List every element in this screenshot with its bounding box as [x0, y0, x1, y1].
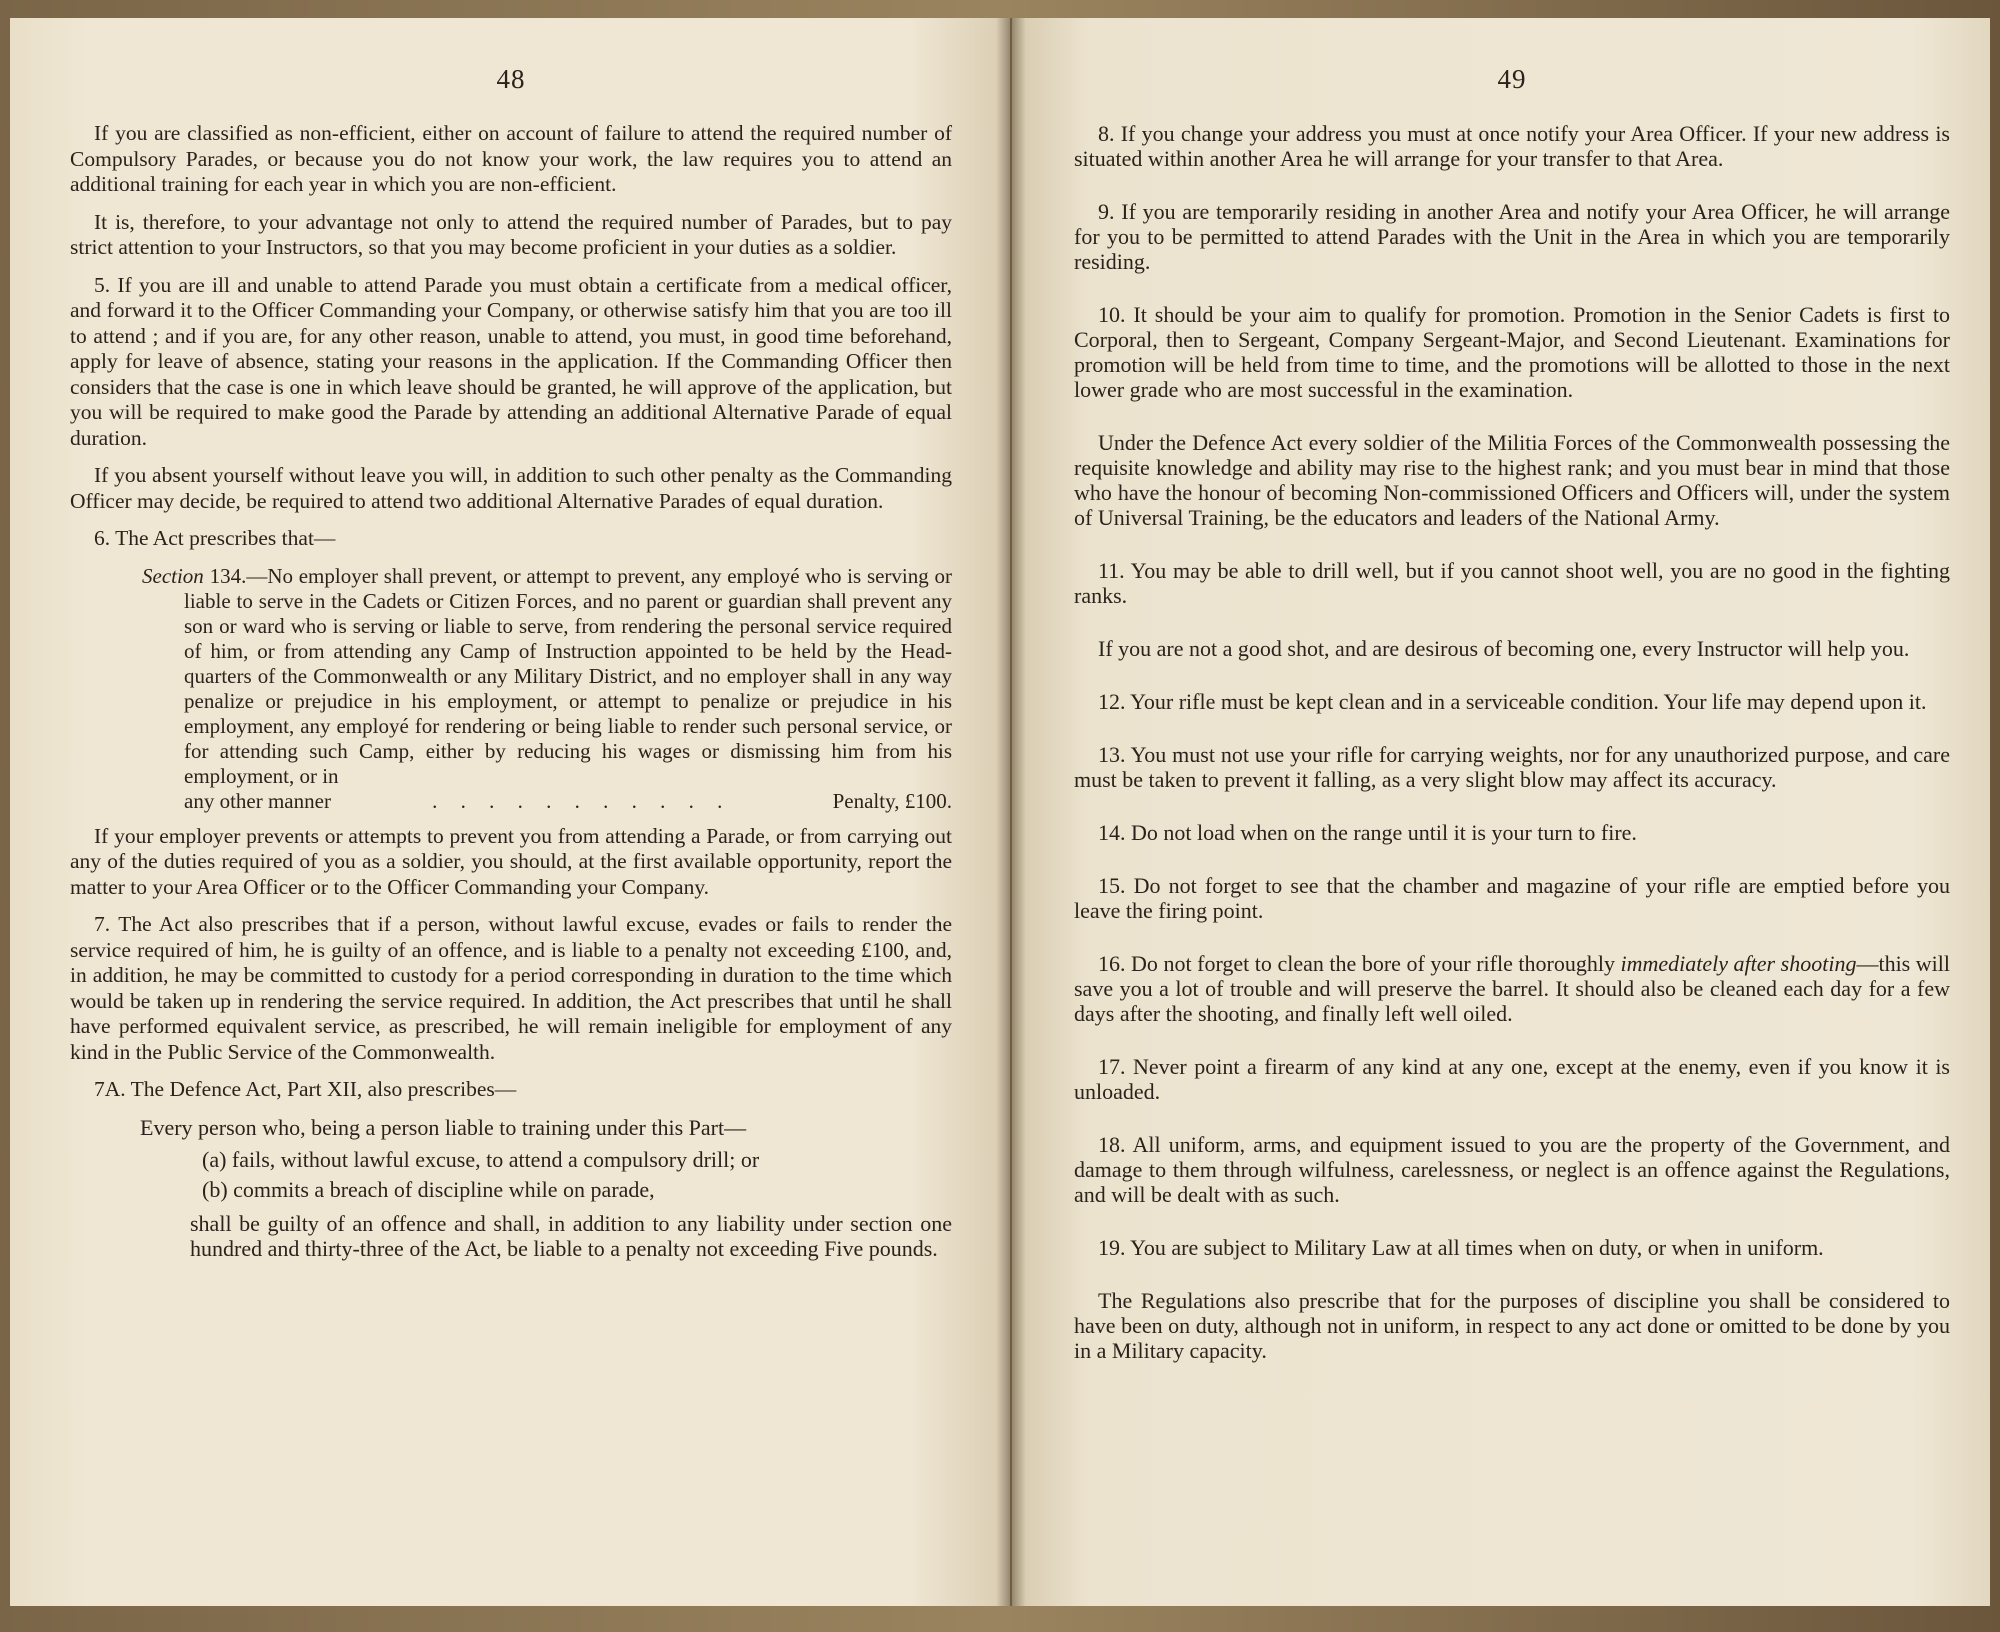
paragraph-7: 7. The Act also prescribes that if a person, without lawful excuse, evades or fails to render the service required of him, he is guilty of an offence, and is liable to a penalty not exceeding £100, and, in addition, he may be committed to custody for a period corresponding in duration to the time which would be taken up in rendering the service required. In addition, the Act prescribes that until he shall have performed equivalent service, as prescribed, he will remain ineligible for employment of any kind in the Public Service of the Commonwealth. — [70, 912, 952, 1064]
paragraph-7a: 7A. The Defence Act, Part XII, also prescribes— — [94, 1077, 517, 1101]
left-page — [10, 18, 1010, 1606]
page-number-49: 49 — [1497, 64, 1527, 94]
paragraph-regulations: The Regulations also prescribe that for the purposes of discipline you shall be considered to have been on duty, although not in uniform, in respect to any act done or omitted to be done by you in a Military capacity. — [1074, 1288, 1950, 1363]
section-label: Section — [142, 563, 204, 588]
paragraph-10: 10. It should be your aim to qualify for promotion. Promotion in the Senior Cadets is first to Corporal, then to Sergeant, Company Sergeant-Major, and Second Lieutenant. Examinations for promotion will be held from time to time, and the promotions will be allotted to those in the next lower grade who are most successful in the examination. — [1074, 302, 1950, 402]
list-intro: Every person who, being a person liable to training under this Part— — [140, 1114, 747, 1140]
list-item-a: (a) fails, without lawful excuse, to attend a compulsory drill; or — [202, 1146, 760, 1172]
paragraph-absent-without-leave: If you absent yourself without leave you will, in addition to such other penalty as the Commanding Officer may decide, be required to attend two additional Alternative Parades of equal duration. — [70, 463, 952, 513]
section-body: 134.—No employer shall prevent, or attempt to prevent, any employé who is serving or liable to serve in the Cadets or Citizen Forces, and no parent or guardian shall prevent any son or ward who is serving or liable to serve, from rendering the personal service required of him, or from attending any Camp of Instruction appointed to be held by the Head-quarters of the Commonwealth or any Military District, and no employer shall in any way penalize or prejudice in his employment, or attempt to penalize or prejudice in his employment, any employé for rendering or being liable to render such personal service, or for attending such Camp, either by reducing his wages or dismissing him from his employment, or in — [184, 563, 952, 788]
book-gutter — [996, 18, 1026, 1606]
list-item-b: (b) commits a breach of discipline while on parade, — [202, 1176, 655, 1202]
paragraph-6-intro: 6. The Act prescribes that— — [94, 526, 336, 550]
paragraph-14: 14. Do not load when on the range until it is your turn to fire. — [1098, 820, 1637, 845]
penalty-line — [142, 789, 952, 814]
paragraph-16 — [1074, 951, 1950, 1026]
paragraph-good-shot: If you are not a good shot, and are desirous of becoming one, every Instructor will help you. — [1098, 636, 1910, 661]
paragraph-11: 11. You may be able to drill well, but if you cannot shoot well, you are no good in the fighting ranks. — [1074, 558, 1950, 608]
paragraph-16-end: —this will save you a lot of trouble and will preserve the barrel. It should also be cleaned each day for a few days after the shooting, and finally left well oiled. — [1074, 951, 1951, 1026]
paragraph-9: 9. If you are temporarily residing in another Area and notify your Area Officer, he will arrange for you to be permitted to attend Parades with the Unit in the Area in which you are temporarily residing. — [1074, 199, 1950, 274]
paragraph-16-emphasis: immediately after shooting — [1620, 951, 1857, 976]
section-134-text — [142, 564, 952, 789]
paragraph-18: 18. All uniform, arms, and equipment issued to you are the property of the Government, and damage to them through wilfulness, carelessness, or neglect is an offence against the Regulations, and will be dealt with as such. — [1074, 1132, 1950, 1207]
paragraph-12: 12. Your rifle must be kept clean and in a serviceable condition. Your life may depend upon it. — [1098, 689, 1927, 714]
section-last-words: any other manner — [184, 788, 331, 813]
paragraph-non-efficient: If you are classified as non-efficient, either on account of failure to attend the required number of Compulsory Parades, or because you do not know your work, the law requires you to attend an additional training for each year in which you are non-efficient. — [70, 121, 952, 196]
paragraph-17: 17. Never point a firearm of any kind at any one, except at the enemy, even if you know it is unloaded. — [1074, 1054, 1950, 1104]
paragraph-13: 13. You must not use your rifle for carrying weights, nor for any unauthorized purpose, and care must be taken to prevent it falling, as a very slight blow may affect its accuracy. — [1074, 742, 1950, 792]
paragraph-19: 19. You are subject to Military Law at all times when on duty, or when in uniform. — [1098, 1235, 1824, 1260]
paragraph-defence-act: Under the Defence Act every soldier of the Militia Forces of the Commonwealth possessing the requisite knowledge and ability may rise to the highest rank; and you must bear in mind that those who have the honour of becoming Non-commissioned Officers and Officers will, under the system of Universal Training, be the educators and leaders of the National Army. — [1074, 430, 1950, 530]
page-number-48: 48 — [496, 64, 526, 94]
penalty-amount: Penalty, £100. — [832, 788, 952, 813]
paragraph-16-start: 16. Do not forget to clean the bore of your rifle thoroughly — [1098, 951, 1615, 976]
paragraph-8: 8. If you change your address you must at once notify your Area Officer. If your new address is situated within another Area he will arrange for your transfer to that Area. — [1074, 121, 1950, 171]
paragraph-employer: If your employer prevents or attempts to prevent you from attending a Parade, or from carrying out any of the duties required of you as a soldier, you should, at the first available opportunity, report the matter to your Area Officer or to the Officer Commanding your Company. — [70, 823, 952, 899]
leader-dots: . . . . . . . . . . . — [432, 788, 732, 813]
right-page — [1012, 18, 1990, 1606]
section-134-quote — [142, 564, 952, 814]
paragraph-15: 15. Do not forget to see that the chamber and magazine of your rifle are emptied before you leave the firing point. — [1074, 873, 1950, 923]
list-conclusion: shall be guilty of an offence and shall, in addition to any liability under section one hundred and thirty-three of the Act, be liable to a penalty not exceeding Five pounds. — [190, 1210, 952, 1261]
paragraph-5-illness: 5. If you are ill and unable to attend Parade you must obtain a certificate from a medical officer, and forward it to the Officer Commanding your Company, or otherwise satisfy him that you are too ill to attend ; and if you are, for any other reason, unable to attend, you must, in good time beforehand, apply for leave of absence, stating your reasons in the application. If the Commanding Officer then considers that the case is one in which leave should be granted, he will approve of the application, but you will be required to make good the Parade by attending an additional Alternative Parade of equal duration. — [70, 272, 952, 450]
paragraph-advantage: It is, therefore, to your advantage not only to attend the required number of Parades, but to pay strict attention to your Instructors, so that you may become proficient in your duties as a soldier. — [70, 209, 952, 259]
